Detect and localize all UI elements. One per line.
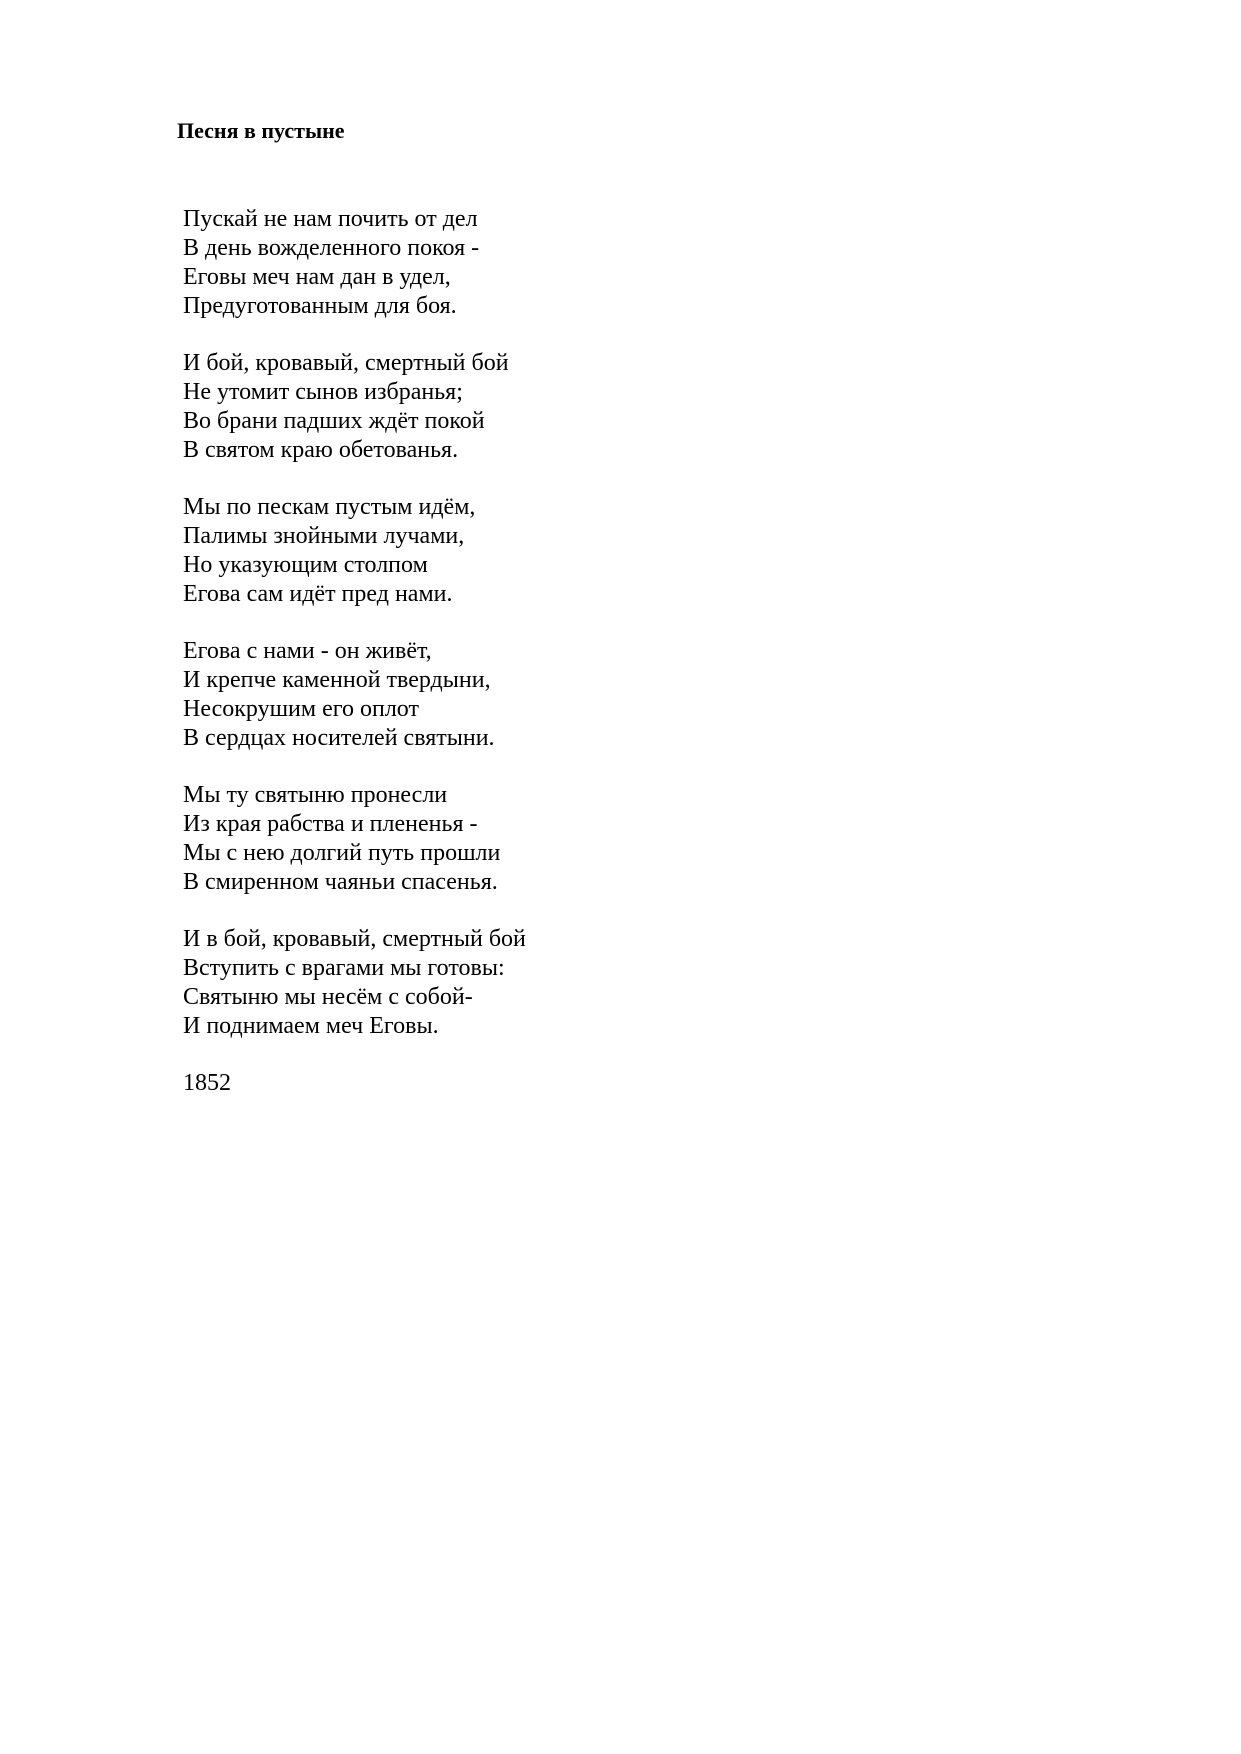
poem-line: Еговы меч нам дан в удел,: [183, 264, 451, 290]
poem-title: Песня в пустыне: [177, 118, 345, 143]
poem-line: Несокрушим его оплот: [183, 696, 419, 722]
poem-line: Егова сам идёт пред нами.: [183, 581, 453, 607]
poem-line: Но указующим столпом: [183, 552, 428, 578]
stanza: [183, 493, 526, 609]
poem-line: В сердцах носителей святыни.: [183, 725, 495, 751]
poem-body: [183, 205, 526, 1098]
stanza: [183, 349, 526, 465]
poem-line: Во брани падших ждёт покой: [183, 408, 485, 434]
poem-year: 1852: [183, 1070, 231, 1096]
poem-line: В святом краю обетованья.: [183, 437, 459, 463]
poem-line: И поднимаем меч Еговы.: [183, 1013, 439, 1039]
poem-line: И в бой, кровавый, смертный бой: [183, 926, 526, 952]
stanza: [183, 925, 526, 1041]
poem-line: В день вожделенного покоя -: [183, 235, 480, 261]
stanza: [183, 781, 526, 897]
stanza: [183, 637, 526, 753]
poem-line: Мы с нею долгий путь прошли: [183, 840, 501, 866]
poem-line: Мы ту святыню пронесли: [183, 782, 448, 808]
poem-line: Мы по пескам пустым идём,: [183, 494, 476, 520]
poem-line: Святыню мы несём с собой-: [183, 984, 473, 1010]
poem-line: Из края рабства и плененья -: [183, 811, 478, 837]
poem-line: Егова с нами - он живёт,: [183, 638, 432, 664]
poem-line: Не утомит сынов избранья;: [183, 379, 463, 405]
poem-line: Вступить с врагами мы готовы:: [183, 955, 505, 981]
poem-line: Пускай не нам почить от дел: [183, 206, 478, 232]
poem-line: И бой, кровавый, смертный бой: [183, 350, 509, 376]
stanza: [183, 205, 526, 321]
poem-line: Предуготованным для боя.: [183, 293, 457, 319]
poem-line: В смиренном чаяньи спасенья.: [183, 869, 498, 895]
poem-line: И крепче каменной твердыни,: [183, 667, 491, 693]
poem-line: Палимы знойными лучами,: [183, 523, 465, 549]
